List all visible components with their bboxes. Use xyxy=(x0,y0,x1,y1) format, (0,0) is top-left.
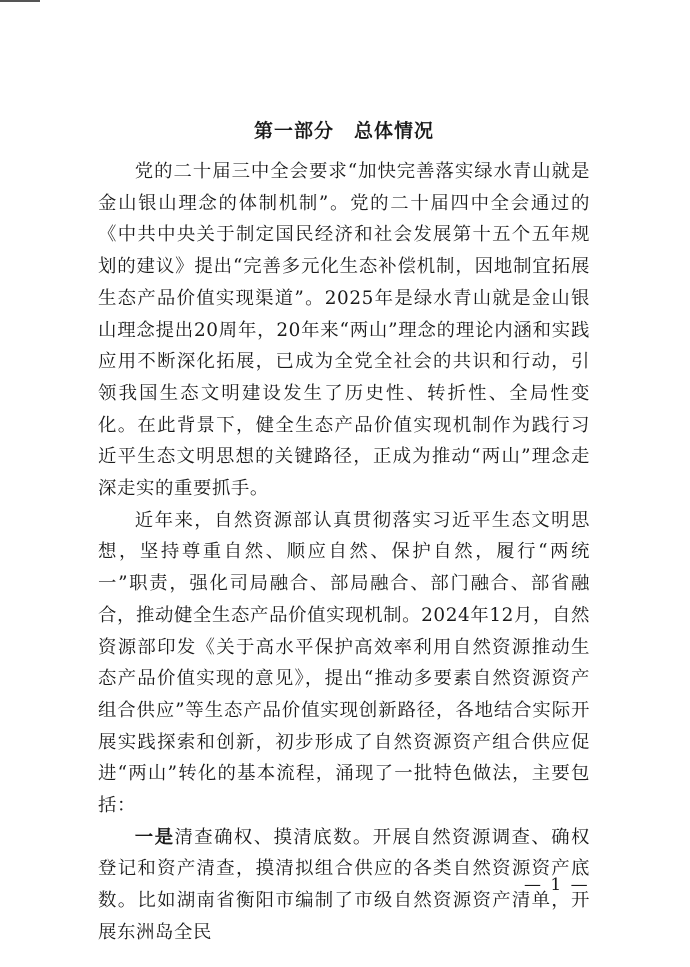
section-heading xyxy=(98,118,590,144)
paragraph-3-text: 清查确权、摸清底数。开展自然资源调查、确权登记和资产清查，摸清拟组合供应的各类自然资源资产底数。比如湖南省衡阳市编制了市级自然资源资产清单，开展东洲岛全民 xyxy=(98,826,590,943)
section-title: 总体情况 xyxy=(354,120,435,142)
paragraph-3 xyxy=(98,822,590,949)
scan-corner-mark xyxy=(0,0,40,2)
paragraph-2-text: 近年来，自然资源部认真贯彻落实习近平生态文明思想，坚持尊重自然、顺应自然、保护自然，履行“两统一”职责，强化司局融合、部局融合、部门融合、部省融合，推动健全生态产品价值实现机制。2024年12月，自然资源部印发《关于高水平保护高效率利用自然资源推动生态产品价值实现的意见》，提出“推动多要素自然资源资产组合供应”等生态产品价值实现创新路径，各地结合实际开展实践探索和创新，初步形成了自然资源资产组合供应促进“两山”转化的基本流程，涌现了一批特色做法，主要包括： xyxy=(98,509,590,817)
paragraph-2 xyxy=(98,505,590,822)
paragraph-1 xyxy=(98,156,590,505)
document-page xyxy=(98,118,590,949)
page-number: — 1 — xyxy=(524,875,590,895)
section-part-label: 第一部分 xyxy=(253,120,334,142)
paragraph-3-lead: 一是 xyxy=(134,826,175,848)
paragraph-1-text: 党的二十届三中全会要求“加快完善落实绿水青山就是金山银山理念的体制机制”。党的二十届四中全会通过的《中共中央关于制定国民经济和社会发展第十五个五年规划的建议》提出“完善多元化生态补偿机制，因地制宜拓展生态产品价值实现渠道”。2025年是绿水青山就是金山银山理念提出20周年，20年来“两山”理念的理论内涵和实践应用不断深化拓展，已成为全党全社会的共识和行动，引领我国生态文明建设发生了历史性、转折性、全局性变化。在此背景下，健全生态产品价值实现机制作为践行习近平生态文明思想的关键路径，正成为推动“两山”理念走深走实的重要抓手。 xyxy=(98,161,590,500)
